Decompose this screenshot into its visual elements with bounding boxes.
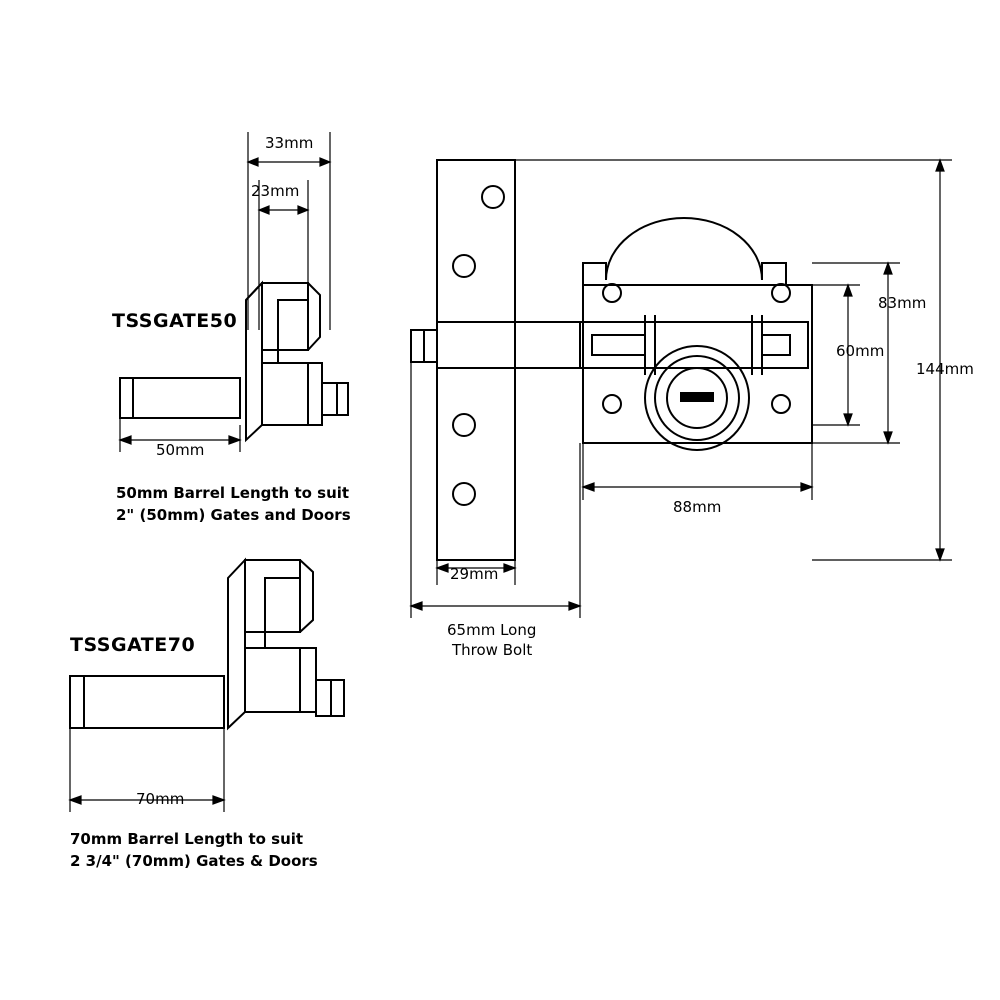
caption-tssgate70-line1: 70mm Barrel Length to suit: [70, 830, 304, 848]
caption-tssgate70-line2: 2 3/4" (70mm) Gates & Doors: [70, 852, 318, 870]
dim-label-33mm: 33mm: [265, 134, 314, 152]
part-label-tssgate70: TSSGATE70: [70, 634, 196, 656]
dim-label-23mm: 23mm: [251, 182, 300, 200]
caption-tssgate50-line1: 50mm Barrel Length to suit: [116, 484, 350, 502]
tssgate50-drawing: [120, 132, 348, 452]
main-lock-dimensions: [411, 160, 952, 618]
dim-label-29mm: 29mm: [450, 565, 499, 583]
dim-label-70mm: 70mm: [136, 790, 185, 808]
caption-tssgate50-line2: 2" (50mm) Gates and Doors: [116, 506, 351, 524]
dim-label-88mm: 88mm: [673, 498, 722, 516]
dim-label-83mm: 83mm: [878, 294, 927, 312]
dim-label-144mm: 144mm: [916, 360, 974, 378]
dim-label-50mm: 50mm: [156, 441, 205, 459]
tssgate70-drawing: [70, 560, 344, 812]
part-label-tssgate50: TSSGATE50: [112, 310, 238, 332]
main-lock-drawing: [411, 160, 812, 560]
note-throw-bolt-line2: Throw Bolt: [452, 641, 533, 659]
dim-label-60mm: 60mm: [836, 342, 885, 360]
note-throw-bolt-line1: 65mm Long: [447, 621, 537, 639]
